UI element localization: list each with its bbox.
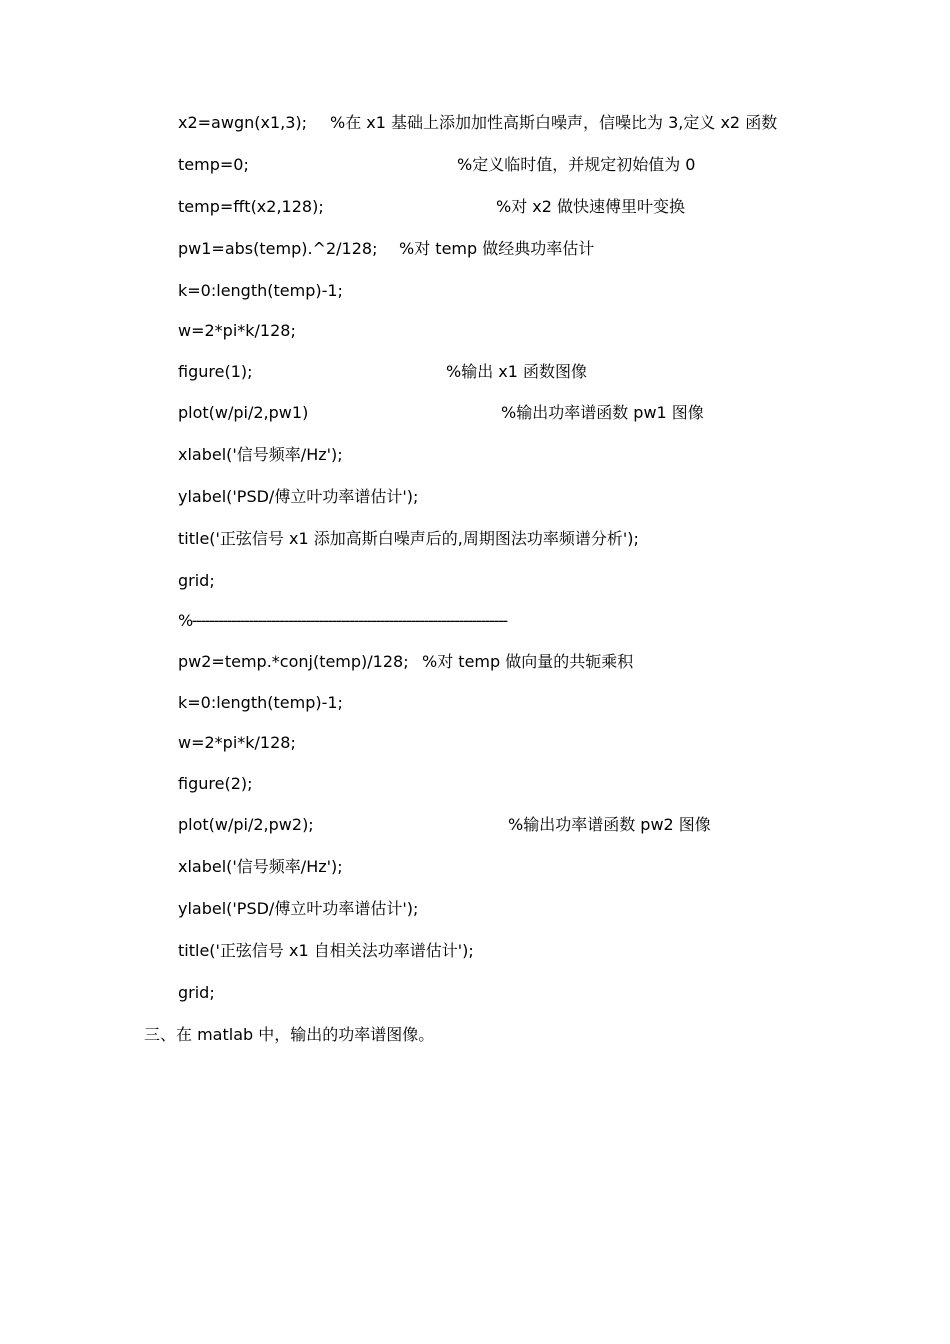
code-text: xlabel('信号频率/Hz');	[178, 445, 343, 464]
code-text: figure(2);	[178, 774, 253, 793]
code-line-4	[178, 236, 878, 262]
code-text: w=2*pi*k/128;	[178, 321, 296, 340]
code-line-6	[178, 318, 878, 344]
code-line-16	[178, 730, 878, 756]
code-line-5	[178, 278, 878, 304]
code-line-15	[178, 690, 878, 716]
section-heading: 三、在 matlab 中，输出的功率谱图像。	[144, 1025, 435, 1044]
code-text: pw2=temp.*conj(temp)/128;	[178, 652, 409, 671]
code-comment: %对 temp 做经典功率估计	[399, 239, 595, 258]
code-text: temp=0;	[178, 155, 249, 174]
code-text: title('正弦信号 x1 添加高斯白噪声后的,周期图法功率频谱分析');	[178, 529, 639, 548]
code-text: xlabel('信号频率/Hz');	[178, 857, 343, 876]
code-line-1	[178, 110, 878, 136]
code-text: k=0:length(temp)-1;	[178, 693, 343, 712]
code-line-21	[178, 938, 878, 964]
code-text: title('正弦信号 x1 自相关法功率谱估计');	[178, 941, 474, 960]
code-text: ylabel('PSD/傅立叶功率谱估计');	[178, 487, 419, 506]
code-text: plot(w/pi/2,pw1)	[178, 403, 309, 422]
code-text: ylabel('PSD/傅立叶功率谱估计');	[178, 899, 419, 918]
code-line-8	[178, 400, 878, 426]
code-line-20	[178, 896, 878, 922]
code-comment: %对 temp 做向量的共轭乘积	[422, 652, 634, 671]
code-text: x2=awgn(x1,3);	[178, 113, 308, 132]
code-line-17	[178, 771, 878, 797]
code-comment: %输出 x1 函数图像	[446, 362, 588, 381]
code-text: plot(w/pi/2,pw2);	[178, 815, 314, 834]
code-comment: %输出功率谱函数 pw2 图像	[508, 815, 711, 834]
code-line-11	[178, 526, 878, 552]
code-text: grid;	[178, 571, 215, 590]
code-text: temp=fft(x2,128);	[178, 197, 324, 216]
code-comment: %在 x1 基础上添加加性高斯白噪声，信噪比为 3,定义 x2 函数	[330, 113, 778, 132]
code-line-19	[178, 854, 878, 880]
code-line-9	[178, 442, 878, 468]
code-line-12	[178, 568, 878, 594]
code-line-2	[178, 152, 878, 178]
code-comment: %对 x2 做快速傅里叶变换	[496, 197, 686, 216]
code-text: grid;	[178, 983, 215, 1002]
code-text: k=0:length(temp)-1;	[178, 281, 343, 300]
code-line-7	[178, 359, 878, 385]
code-text: w=2*pi*k/128;	[178, 733, 296, 752]
code-line-18	[178, 812, 878, 838]
code-text: figure(1);	[178, 362, 253, 381]
code-line-10	[178, 484, 878, 510]
code-line-14	[178, 649, 878, 675]
code-comment: %定义临时值，并规定初始值为 0	[457, 155, 696, 174]
code-text: pw1=abs(temp).^2/128;	[178, 239, 378, 258]
code-line-13	[178, 608, 878, 634]
code-line-22	[178, 980, 878, 1006]
code-line-3	[178, 194, 878, 220]
code-comment: %输出功率谱函数 pw1 图像	[501, 403, 704, 422]
separator-comment: %------------------------------------------------------------------------	[178, 611, 507, 630]
